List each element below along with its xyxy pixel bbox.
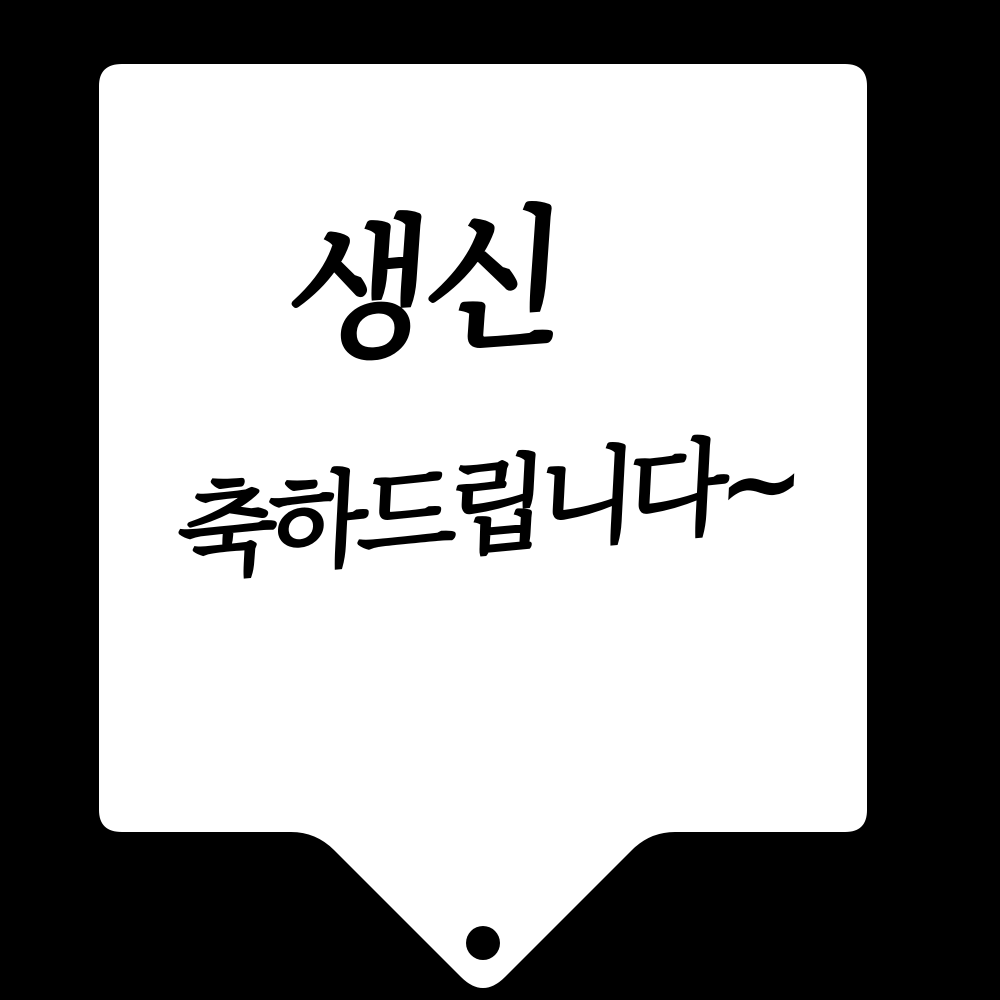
mounting-hole-icon [466, 926, 500, 960]
topper-body [99, 64, 867, 988]
greeting-line-1: 생신 [280, 190, 566, 386]
greeting-line-2: 축하드립니다~ [174, 418, 799, 596]
